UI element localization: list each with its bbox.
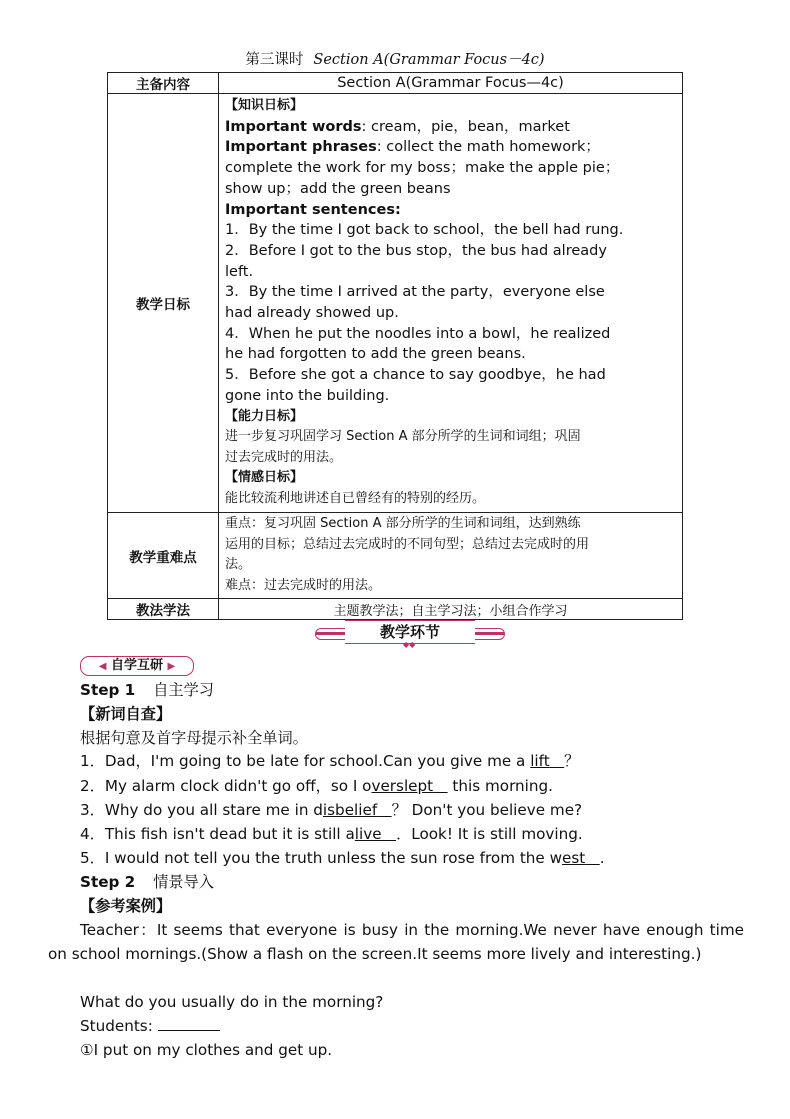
phrases-line: show up；add the green beans (225, 180, 451, 197)
sentence: 5．Before she got a chance to say goodbye，he had (225, 367, 606, 384)
left-arrow-icon: ◀ (98, 661, 107, 672)
exercise-item: 4．This fish isn't dead but it is still alive ．Look! It is still moving. (80, 825, 583, 843)
ability-text: 过去完成时的用法。 (225, 449, 343, 465)
important-phrases: Important phrases: collect the math homework； (225, 139, 600, 156)
key-points-text: 法。 (225, 557, 252, 573)
table-row (108, 73, 683, 94)
sentence: 2．Before I got to the bus stop，the bus had already (225, 242, 607, 259)
row-value: Section A(Grammar Focus—4c) (219, 73, 683, 94)
key-points-cell (219, 513, 683, 599)
banner-label: 教学环节 (345, 620, 475, 644)
emotion-heading: 【情感日标】 (225, 470, 304, 486)
case-heading: 【参考案例】 (80, 897, 172, 915)
answer-blank (158, 1016, 220, 1031)
lesson-plan-table (107, 72, 683, 620)
sentence: had already showed up. (225, 305, 399, 322)
phrases-line: complete the work for my boss；make the apple pie； (225, 160, 620, 177)
table-row (108, 513, 683, 599)
sentence: he had forgotten to add the green beans. (225, 346, 526, 363)
exercise-item: 5．I would not tell you the truth unless the sun rose from the west . (80, 849, 605, 867)
students-line: Students: (80, 1015, 220, 1037)
student-answer: ①I put on my clothes and get up. (80, 1041, 333, 1059)
table-row (108, 599, 683, 620)
page-title (0, 50, 790, 70)
row-label: 教法学法 (108, 599, 219, 620)
tag-label: 自学互研 (110, 658, 163, 673)
right-arrow-icon: ▶ (167, 661, 176, 672)
key-points-text: 重点：复习巩固 Section A 部分所学的生词和词组，达到熟练 (225, 516, 581, 532)
question: What do you usually do in the morning? (80, 993, 384, 1011)
sentence: 4．When he put the noodles into a bowl，he realized (225, 325, 611, 342)
lesson-number: 第三课时 (245, 52, 304, 68)
teacher-paragraph: Teacher：It seems that everyone is busy in the morning.We never have enough time on school mornings.(Show a flash on the screen.It seems more lively and interesting.) (48, 921, 744, 963)
step1-heading: Step 1 自主学习 (80, 681, 214, 699)
key-points-text: 运用的目标；总结过去完成时的不同句型；总结过去完成时的用 (225, 536, 590, 552)
sentence: 3．By the time I arrived at the party，everyone else (225, 284, 605, 301)
sentence: 1．By the time I got back to school，the bell had rung. (225, 222, 624, 239)
exercise-item: 2．My alarm clock didn't go off，so I overslept this morning. (80, 777, 553, 795)
difficulty-text: 难点：过去完成时的用法。 (225, 577, 382, 593)
exercise-item: 1．Dad，I'm going to be late for school.Can you give me a lift ？ (80, 752, 580, 770)
sentence: left. (225, 263, 254, 280)
instruction: 根据句意及首字母提示补全单词。 (80, 729, 308, 747)
important-sentences: Important sentences: (225, 201, 401, 218)
emotion-text: 能比较流利地讲述自已曾经有的特别的经历。 (225, 490, 486, 506)
sentence: gone into the building. (225, 387, 390, 404)
important-words: Important words: cream，pie，bean，market (225, 118, 570, 135)
table-row (108, 94, 683, 513)
row-label: 主备内容 (108, 73, 219, 94)
methods-value: 主题教学法；自主学习法；小组合作学习 (219, 599, 683, 620)
diamond-icon: ◆◆ (403, 640, 416, 649)
self-study-tag (80, 656, 194, 676)
section-title: Section A(Grammar Focus－4c) (313, 52, 545, 68)
knowledge-heading: 【知识日标】 (225, 98, 304, 113)
row-label: 教学重难点 (108, 513, 219, 599)
new-words-heading: 【新词自查】 (80, 705, 172, 723)
ability-text: 进一步复习巩固学习 Section A 部分所学的生词和词组；巩固 (225, 429, 581, 445)
step2-heading: Step 2 情景导入 (80, 873, 214, 891)
section-banner (315, 618, 505, 649)
ability-heading: 【能力日标】 (225, 408, 304, 424)
row-label: 教学日标 (108, 94, 219, 513)
teaching-aims-cell (219, 94, 683, 513)
exercise-item: 3．Why do you all stare me in disbelief ？ Don't you believe me? (80, 801, 583, 819)
